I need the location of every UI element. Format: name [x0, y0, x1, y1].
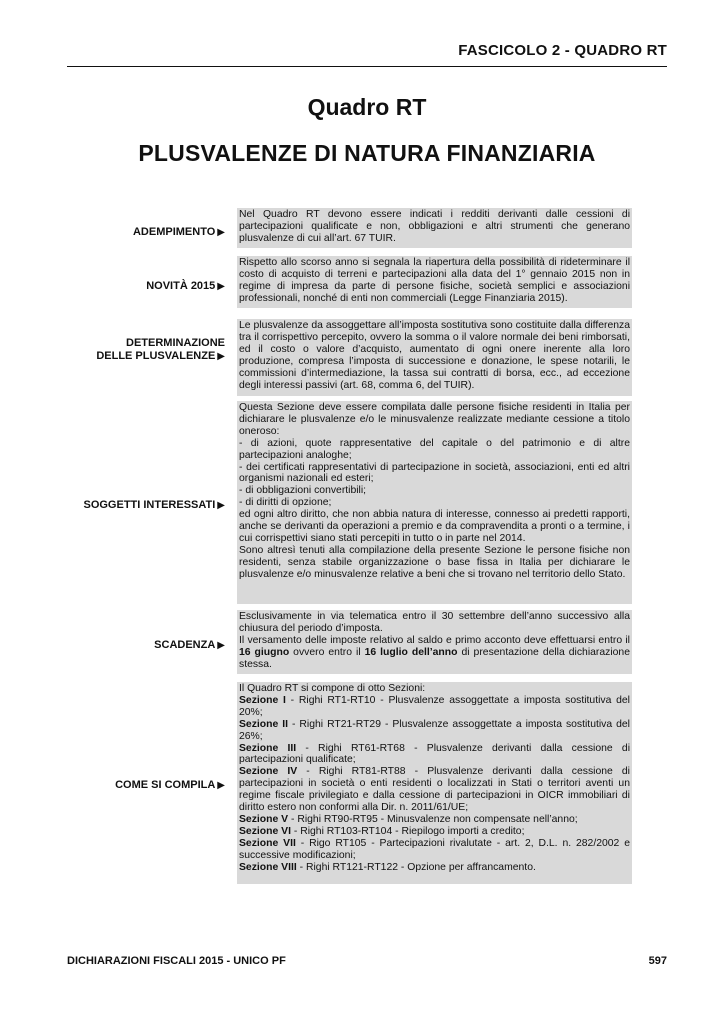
sezione-name: Sezione VIII	[239, 861, 297, 873]
sezione-name: Sezione IV	[239, 766, 298, 778]
section-label	[60, 226, 225, 239]
sezione-text: - Righi RT61-RT68 - Plusvalenze derivanti dalla cessione di partecipazioni qualificate;	[239, 742, 630, 766]
bold-date: 16 luglio dell’anno	[364, 646, 458, 658]
section-label-text: COME SI COMPILA	[115, 779, 216, 791]
list-item: - dei certificati rappresentativi di partecipazione in società, associazioni, enti ed altri organismi nazionali ed esteri;	[239, 461, 630, 485]
arrow-right-icon: ▶	[217, 351, 225, 362]
paragraph: Il Quadro RT si compone di otto Sezioni:	[239, 683, 426, 694]
sezione-item	[239, 838, 630, 862]
sezione-text: - Righi RT90-RT95 - Minusvalenze non compensate nell’anno;	[288, 813, 578, 825]
list-item: - di diritti di opzione;	[239, 497, 332, 509]
section-label	[60, 639, 225, 652]
section-label-text: SOGGETTI INTERESSATI	[83, 499, 216, 511]
section-label	[60, 779, 225, 792]
section-text-box	[237, 401, 632, 604]
sezione-name: Sezione VII	[239, 837, 296, 849]
section-label-text: ADEMPIMENTO	[132, 226, 216, 238]
sezione-text: - Righi RT81-RT88 - Plusvalenze derivanti dalla cessione di partecipazioni in società o enti residenti o localizzati in Stati o territori aventi un regime fiscale privilegiato e dalla cessione di partecipazioni in OICR immobiliari di diritto estero non conformi alla Dir. n. 2011/61/UE;	[239, 766, 630, 814]
section-text-box	[237, 319, 632, 396]
sezione-text: - Rigo RT105 - Partecipazioni rivalutate - art. 2, D.L. n. 282/2002 e successive modificazioni;	[239, 837, 630, 861]
paragraph: Esclusivamente in via telematica entro il 30 settembre dell’anno successivo alla chiusura del periodo d’imposta.	[239, 611, 630, 634]
section-text-box	[237, 610, 632, 674]
paragraph: Questa Sezione deve essere compilata dalle persone fisiche residenti in Italia per dichiarare le plusvalenze e/o le minusvalenze realizzate mediante cessione a titolo oneroso:	[239, 402, 630, 437]
sezione-text: - Righi RT21-RT29 - Plusvalenze assoggettate a imposta sostitutiva del 26%;	[239, 718, 630, 742]
sezione-name: Sezione III	[239, 742, 297, 754]
bold-date: 16 giugno	[239, 646, 290, 658]
arrow-right-icon: ▶	[217, 640, 225, 651]
section-label-text: DETERMINAZIONE	[126, 337, 225, 349]
sezione-name: Sezione VI	[239, 825, 291, 837]
arrow-right-icon: ▶	[217, 227, 225, 238]
section-label-text: SCADENZA	[154, 639, 216, 651]
sezione-item	[239, 766, 630, 814]
header-rule	[67, 66, 667, 67]
sezione-item	[239, 862, 630, 874]
paragraph: ed ogni altro diritto, che non abbia natura di interesse, connesso ai predetti rapporti, anche se derivanti da operazioni a premio e da compravendita a pronti o a termine, i cui corrispettivi siano stati percepiti in tutto o in parte nel 2014.	[239, 509, 630, 544]
section-label	[60, 280, 225, 293]
arrow-right-icon: ▶	[217, 780, 225, 791]
text-run: Il versamento delle imposte relativo al saldo e primo acconto deve effettuarsi entro il	[239, 634, 630, 646]
page-number: 597	[648, 955, 667, 967]
paragraph: Nel Quadro RT devono essere indicati i redditi derivanti dalle cessioni di partecipazioni qualificate e non, obbligazioni e altri strumenti che generano plusvalenze di cui all’art. 67 TUIR.	[239, 209, 630, 244]
text-run: di presentazione della dichiarazione stessa.	[239, 646, 630, 670]
footer-publication: DICHIARAZIONI FISCALI 2015 - UNICO PF	[67, 955, 286, 967]
list-item: - di azioni, quote rappresentative del capitale o del patrimonio e di altre partecipazioni analoghe;	[239, 437, 630, 461]
sezione-item	[239, 743, 630, 767]
text-run: ovvero entro il	[289, 646, 365, 658]
sezione-text: - Righi RT121-RT122 - Opzione per affrancamento.	[296, 861, 536, 873]
section-text-box	[237, 256, 632, 308]
section-label-text: DELLE PLUSVALENZE	[96, 350, 216, 362]
section-text-box	[237, 682, 632, 884]
arrow-right-icon: ▶	[217, 281, 225, 292]
sezione-item	[239, 695, 630, 719]
paragraph: Rispetto allo scorso anno si segnala la riapertura della possibilità di rideterminare il costo di acquisto di terreni e partecipazioni alla data del 1° gennaio 2015 non in regime di impresa da parte di persone fisiche, società semplici e associazioni professionali, nonché di enti non commerciali (Legge Finanziaria 2015).	[239, 257, 630, 304]
sezione-item	[239, 719, 630, 743]
paragraph: Le plusvalenze da assoggettare all’imposta sostitutiva sono costituite dalla differenza tra il corrispettivo percepito, ovvero la somma o il valore normale dei beni rimborsati, ed il costo o valore d’acquisto, aumentato di ogni onere inerente alla loro produzione, compresa l’imposta di successione e donazione, le spese notarili, le commissioni d’intermediazione, la tassa sui contratti di borsa, ecc., ad eccezione degli interessi passivi (art. 68, comma 6, del TUIR).	[239, 320, 630, 391]
sezione-name: Sezione V	[239, 813, 289, 825]
page-title: Quadro RT	[307, 94, 427, 120]
running-header: FASCICOLO 2 - QUADRO RT	[458, 42, 667, 59]
page-subtitle: PLUSVALENZE DI NATURA FINANZIARIA	[138, 140, 596, 166]
arrow-right-icon: ▶	[217, 500, 225, 511]
sezione-item	[239, 826, 630, 838]
sezione-text: - Righi RT103-RT104 - Riepilogo importi a credito;	[290, 825, 525, 837]
section-label-text: NOVITÀ 2015	[146, 280, 216, 292]
section-text-box	[237, 208, 632, 248]
list-item: - di obbligazioni convertibili;	[239, 485, 367, 497]
sezione-name: Sezione II	[239, 718, 289, 730]
sezione-name: Sezione I	[239, 694, 286, 706]
paragraph	[239, 635, 630, 671]
section-label	[60, 499, 225, 512]
sezione-text: - Righi RT1-RT10 - Plusvalenze assoggettate a imposta sostitutiva del 20%;	[239, 694, 630, 718]
section-label	[60, 337, 225, 363]
sezione-item	[239, 814, 630, 826]
paragraph: Sono altresì tenuti alla compilazione della presente Sezione le persone fisiche non residenti, senza stabile organizzazione o base fissa in Italia per dichiarare le plusvalenze e/o minusvalenze relative a beni che si trovano nel territorio dello Stato.	[239, 544, 630, 580]
